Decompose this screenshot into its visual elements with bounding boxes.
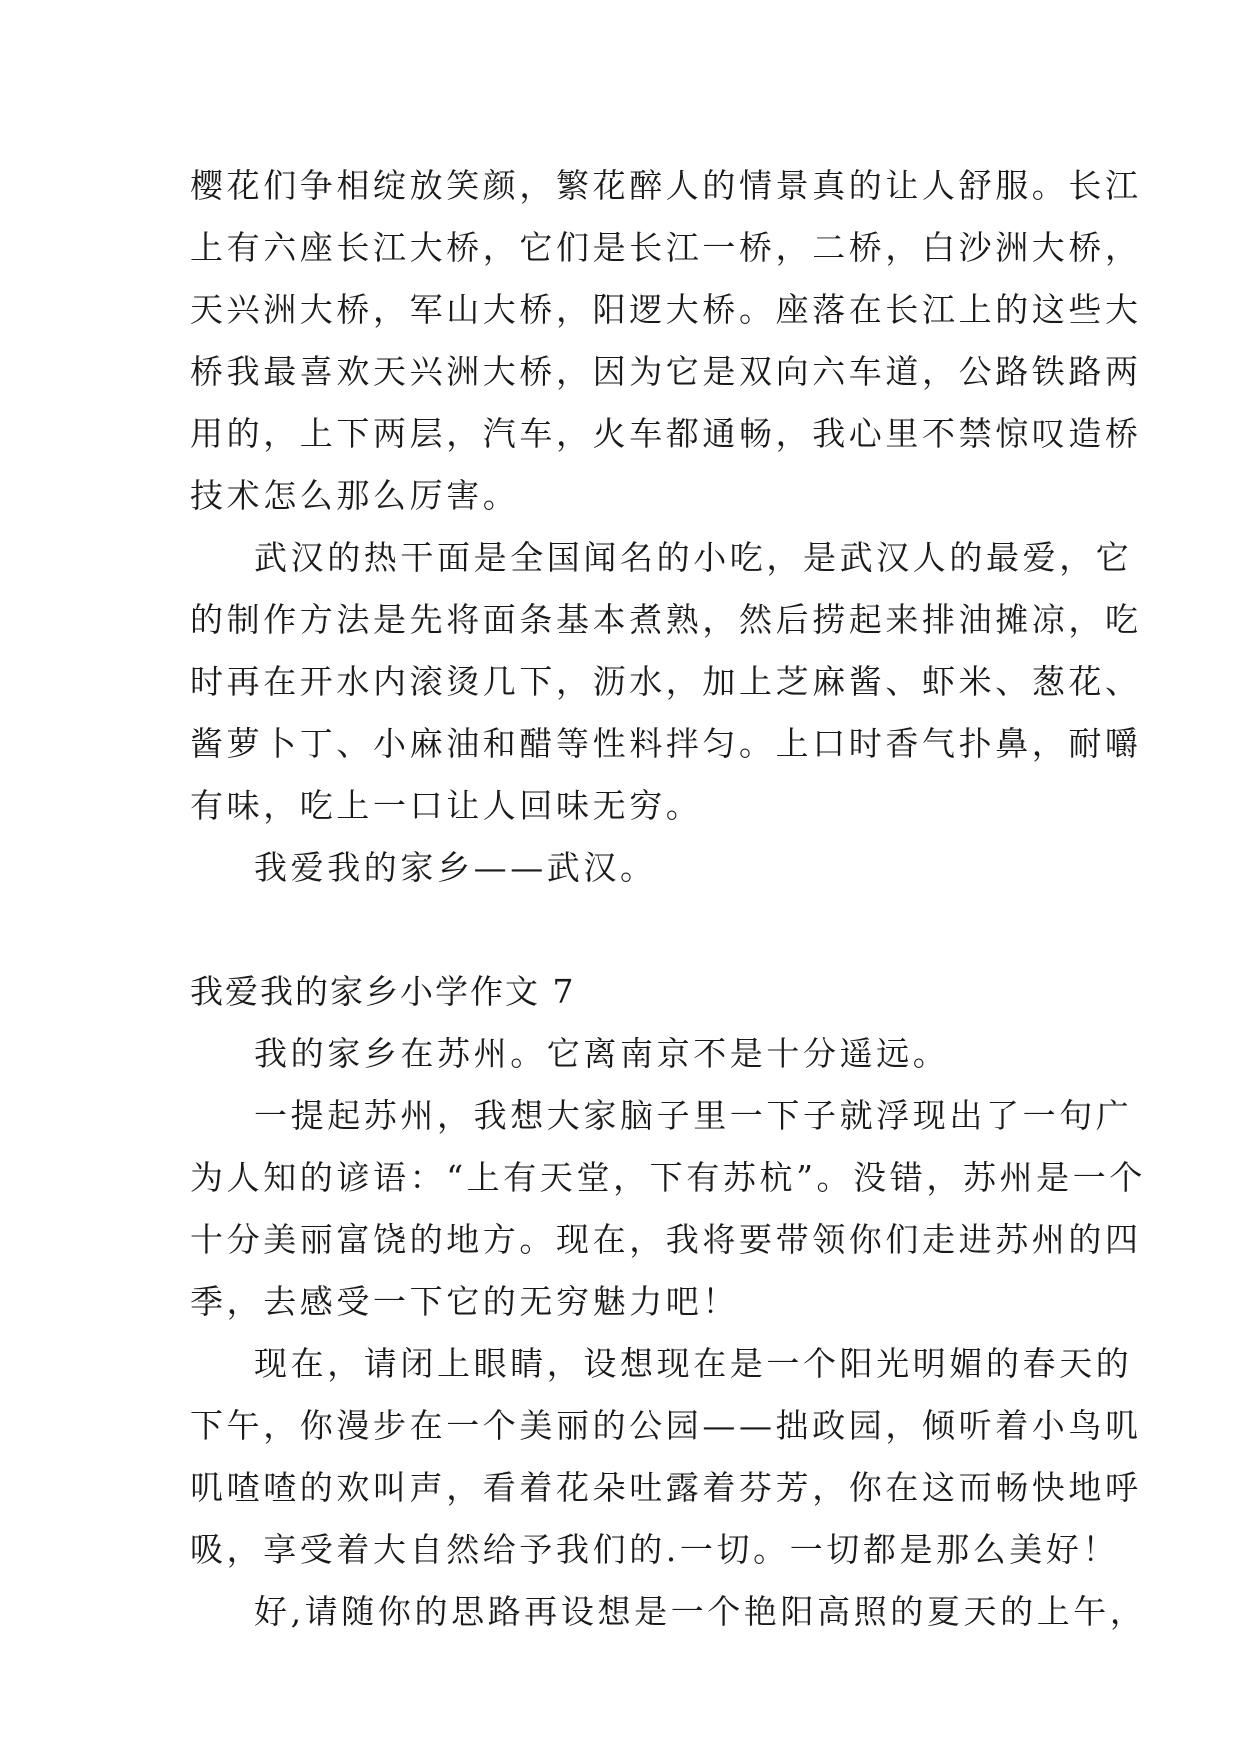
text-line: 时再在开水内滚烫几下，沥水，加上芝麻酱、虾米、葱花、 — [190, 662, 1142, 701]
text-line: 技术怎么那么厉害。 — [190, 476, 520, 515]
text-line: 季，去感受一下它的无穷魅力吧！ — [190, 1282, 739, 1321]
paragraph-intro — [190, 1023, 1075, 1085]
text-line: 我的家乡在苏州。它离南京不是十分遥远。 — [254, 1034, 950, 1073]
text-line: 现在，请闭上眼睛，设想现在是一个阳光明媚的春天的 — [254, 1344, 1133, 1383]
text-line: 叽喳喳的欢叫声，看着花朵吐露着芬芳，你在这而畅快地呼 — [190, 1468, 1142, 1507]
text-line: 的制作方法是先将面条基本煮熟，然后捞起来排油摊凉，吃 — [190, 600, 1142, 639]
text-line: 用的，上下两层，汽车，火车都通畅，我心里不禁惊叹造桥 — [190, 414, 1142, 453]
text-line: 为人知的谚语：“上有天堂，下有苏杭”。没错，苏州是一个 — [190, 1158, 1146, 1197]
text-line: 武汉的热干面是全国闻名的小吃，是武汉人的最爱，它 — [254, 538, 1133, 577]
document-page — [190, 155, 1147, 1643]
paragraph-spring — [190, 1333, 1142, 1581]
paragraph-summer — [190, 1581, 1147, 1643]
text-line: 吸，享受着大自然给予我们的.一切。一切都是那么美好！ — [190, 1530, 1120, 1569]
text-line: 下午，你漫步在一个美丽的公园——拙政园，倾听着小鸟叽 — [190, 1406, 1142, 1445]
paragraph-bridges — [190, 155, 1142, 527]
text-line: 天兴洲大桥，军山大桥，阳逻大桥。座落在长江上的这些大 — [190, 290, 1142, 329]
text-line: 好,请随你的思路再设想是一个艳阳高照的夏天的上午， — [254, 1592, 1147, 1631]
text-line: 一提起苏州，我想大家脑子里一下子就浮现出了一句广 — [254, 1096, 1133, 1135]
text-line: 桥我最喜欢天兴洲大桥，因为它是双向六车道，公路铁路两 — [190, 352, 1142, 391]
paragraph-hot-dry-noodles — [190, 527, 1142, 837]
text-line: 樱花们争相绽放笑颜，繁花醉人的情景真的让人舒服。长江 — [190, 166, 1142, 205]
paragraph-closing — [190, 837, 1075, 899]
text-line: 酱萝卜丁、小麻油和醋等性料拌匀。上口时香气扑鼻，耐嚼 — [190, 724, 1142, 763]
section-gap — [190, 899, 1075, 961]
paragraph-proverb — [190, 1085, 1146, 1333]
text-line: 上有六座长江大桥，它们是长江一桥，二桥，白沙洲大桥， — [190, 228, 1142, 267]
text-line: 有味，吃上一口让人回味无穷。 — [190, 786, 703, 825]
text-line: 十分美丽富饶的地方。现在，我将要带领你们走进苏州的四 — [190, 1220, 1142, 1259]
essay-title: 我爱我的家乡小学作文 7 — [190, 972, 576, 1011]
text-line: 我爱我的家乡——武汉。 — [254, 848, 657, 887]
